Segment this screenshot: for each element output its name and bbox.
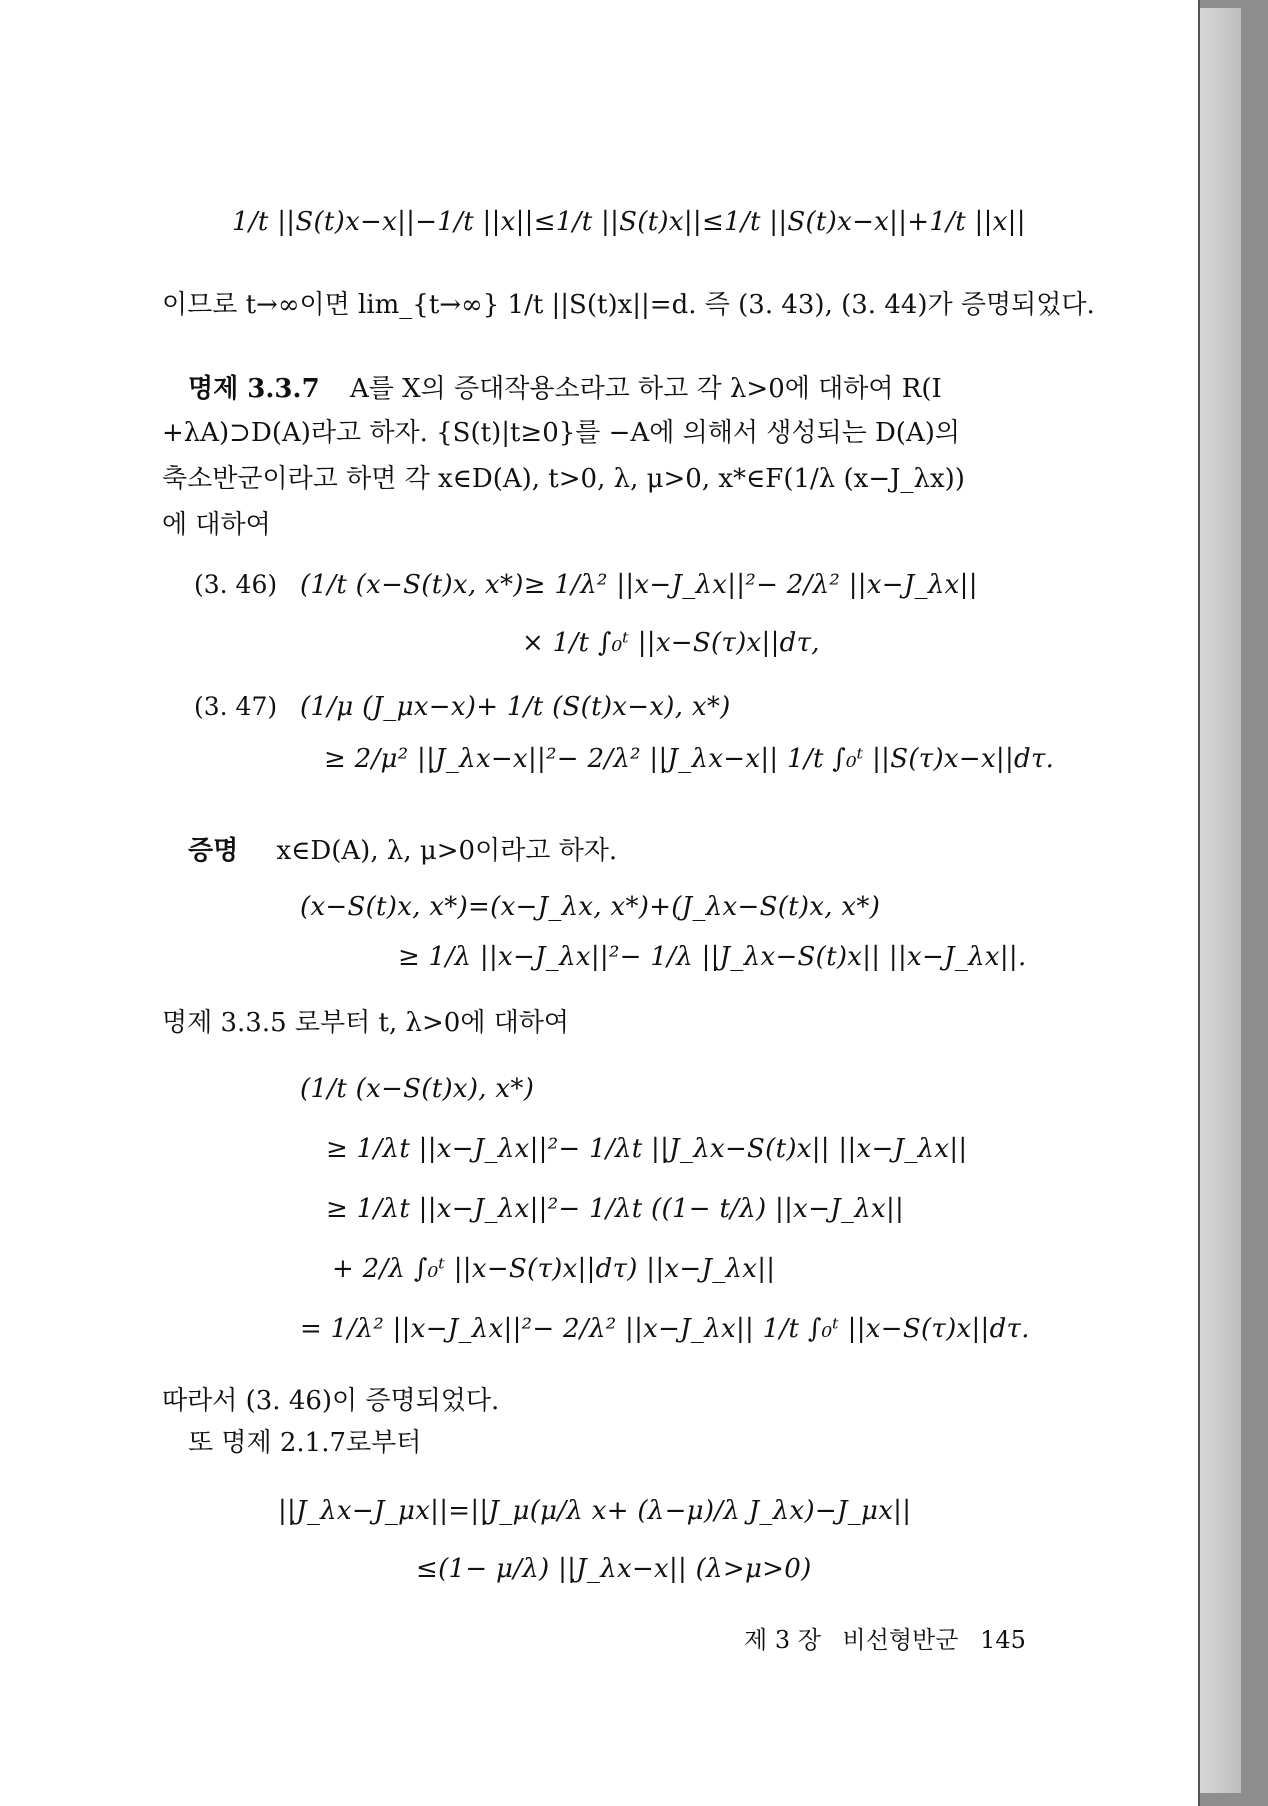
derivation-line-1: (1/t (x−S(t)x), x*) xyxy=(300,1074,535,1104)
equation-347-line-1: (1/μ (J_μx−x)+ 1/t (S(t)x−x), x*) xyxy=(300,692,731,722)
reference-line: 명제 3.3.5 로부터 t, λ>0에 대하여 xyxy=(162,1008,570,1038)
conclusion-line: 따라서 (3. 46)이 증명되었다. xyxy=(162,1386,500,1416)
footer-chapter: 제 3 장 xyxy=(744,1626,821,1654)
proof-heading xyxy=(188,834,617,868)
inequality-line: 1/t ||S(t)x−x||−1/t ||x||≤1/t ||S(t)x||≤1/t ||S(t)x−x||+1/t ||x|| xyxy=(232,207,1026,237)
proof-equation-line-2: ≥ 1/λ ||x−J_λx||²− 1/λ ||J_λx−S(t)x|| ||x−J_λx||. xyxy=(398,942,1027,972)
equation-number-346: (3. 46) xyxy=(194,570,278,599)
equation-347-line-2: ≥ 2/μ² ||J_λx−x||²− 2/λ² ||J_λx−x|| 1/t ∫₀ᵗ ||S(τ)x−x||dτ. xyxy=(324,744,1055,774)
derivation-line-2: ≥ 1/λt ||x−J_λx||²− 1/λt ||J_λx−S(t)x|| ||x−J_λx|| xyxy=(326,1134,968,1164)
book-page xyxy=(2,0,1200,1806)
proof-label: 증명 xyxy=(188,836,239,866)
derivation-line-4: + 2/λ ∫₀ᵗ ||x−S(τ)x||dτ) ||x−J_λx|| xyxy=(332,1254,776,1284)
page-content xyxy=(2,0,1198,1806)
final-equation-line-1: ||J_λx−J_μx||=||J_μ(μ/λ x+ (λ−μ)/λ J_λx)−J_μx|| xyxy=(278,1496,912,1526)
proposition-line-4: 에 대하여 xyxy=(162,510,271,540)
proof-text: x∈D(A), λ, μ>0이라고 하자. xyxy=(276,836,618,866)
page-number: 145 xyxy=(980,1626,1026,1654)
equation-number-347: (3. 47) xyxy=(194,692,278,721)
page-stack-edge xyxy=(1198,8,1241,1793)
equation-346-line-2: × 1/t ∫₀ᵗ ||x−S(τ)x||dτ, xyxy=(522,628,820,658)
derivation-line-5: = 1/λ² ||x−J_λx||²− 2/λ² ||x−J_λx|| 1/t ∫₀ᵗ ||x−S(τ)x||dτ. xyxy=(300,1314,1030,1344)
proposition-heading xyxy=(188,372,942,406)
limit-statement: 이므로 t→∞이면 lim_{t→∞} 1/t ||S(t)x||=d. 즉 (3. 43), (3. 44)가 증명되었다. xyxy=(162,290,1095,320)
proposition-line-2: +λA)⊃D(A)라고 하자. {S(t)|t≥0}를 −A에 의해서 생성되는 D(A)의 xyxy=(162,418,960,448)
derivation-line-3: ≥ 1/λt ||x−J_λx||²− 1/λt ((1− t/λ) ||x−J_λx|| xyxy=(326,1194,905,1224)
proposition-line-3: 축소반군이라고 하면 각 x∈D(A), t>0, λ, μ>0, x*∈F(1/λ (x−J_λx)) xyxy=(162,464,965,494)
proof-equation-line-1: (x−S(t)x, x*)=(x−J_λx, x*)+(J_λx−S(t)x, x*) xyxy=(300,892,881,922)
equation-346-line-1: (1/t (x−S(t)x, x*)≥ 1/λ² ||x−J_λx||²− 2/λ² ||x−J_λx|| xyxy=(300,570,978,600)
final-equation-line-2: ≤(1− μ/λ) ||J_λx−x|| (λ>μ>0) xyxy=(416,1554,812,1584)
proposition-label: 명제 3.3.7 xyxy=(188,374,320,404)
followup-line: 또 명제 2.1.7로부터 xyxy=(188,1428,422,1458)
proposition-text: A를 X의 증대작용소라고 하고 각 λ>0에 대하여 R(I xyxy=(349,374,942,404)
footer-title: 비선형반군 xyxy=(842,1626,959,1654)
page-footer xyxy=(744,1620,1040,1655)
